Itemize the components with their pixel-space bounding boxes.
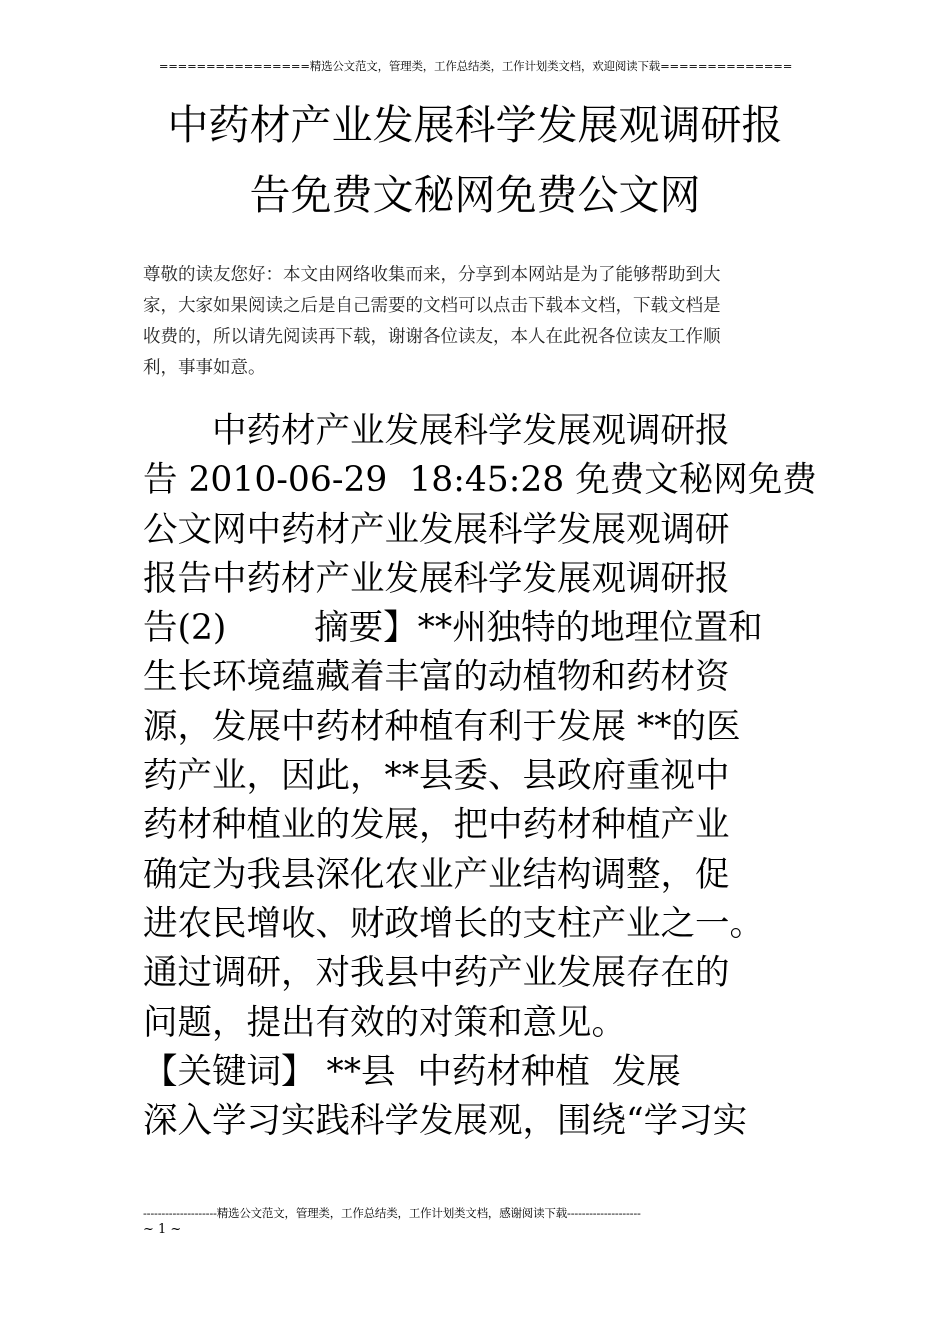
greeting-line: 尊敬的读友您好：本文由网络收集而来，分享到本网站是为了能够帮助到大 — [143, 265, 721, 285]
title-line-2: 告免费文秘网免费公文网 — [249, 171, 701, 219]
greeting-line: 利，事事如意。 — [143, 358, 266, 378]
body-line: 通过调研，对我县中药产业发展存在的 — [143, 953, 730, 994]
body-line: 药材种植业的发展，把中药材种植产业 — [143, 805, 730, 846]
body-line: 告(2) 摘要】**州独特的地理位置和 — [143, 608, 763, 649]
body-line: 告 2010-06-29 18:45:28 免费文秘网免费 — [143, 460, 817, 501]
body-line: 确定为我县深化农业产业结构调整，促 — [143, 854, 730, 895]
greeting-line: 家，大家如果阅读之后是自己需要的文档可以点击下载本文档，下载文档是 — [143, 296, 721, 316]
greeting-line: 收费的，所以请先阅读再下载，谢谢各位读友，本人在此祝各位读友工作顺 — [143, 327, 721, 347]
body-line: 源，发展中药材种植有利于发展 **的医 — [143, 706, 741, 747]
footer-banner: --------------------精选公文范文，管理类，工作总结类，工作计划类文档，感谢阅读下载-------------------- — [143, 1206, 641, 1220]
body-line: 药产业，因此，**县委、县政府重视中 — [143, 756, 730, 797]
body-line: 中药材产业发展科学发展观调研报 — [143, 411, 730, 451]
body-text — [143, 407, 823, 1146]
body-line: 报告中药材产业发展科学发展观调研报 — [143, 558, 730, 599]
header-banner: ================精选公文范文，管理类，工作总结类，工作计划类文档，欢迎阅读下载============== — [158, 59, 793, 73]
body-line: 深入学习实践科学发展观，围绕“学习实 — [143, 1101, 748, 1142]
keywords-line: 【关键词】 **县 中药材种植 发展 — [143, 1051, 681, 1092]
document-title — [100, 90, 850, 230]
title-line-1: 中药材产业发展科学发展观调研报 — [167, 101, 783, 149]
greeting-paragraph — [143, 260, 808, 384]
body-line: 公文网中药材产业发展科学发展观调研 — [143, 509, 730, 550]
page-number: ~ 1 ~ — [143, 1222, 182, 1237]
body-line: 生长环境蕴藏着丰富的动植物和药材资 — [143, 657, 730, 698]
body-line: 进农民增收、财政增长的支柱产业之一。 — [143, 903, 764, 944]
body-line: 问题，提出有效的对策和意见。 — [143, 1002, 626, 1043]
